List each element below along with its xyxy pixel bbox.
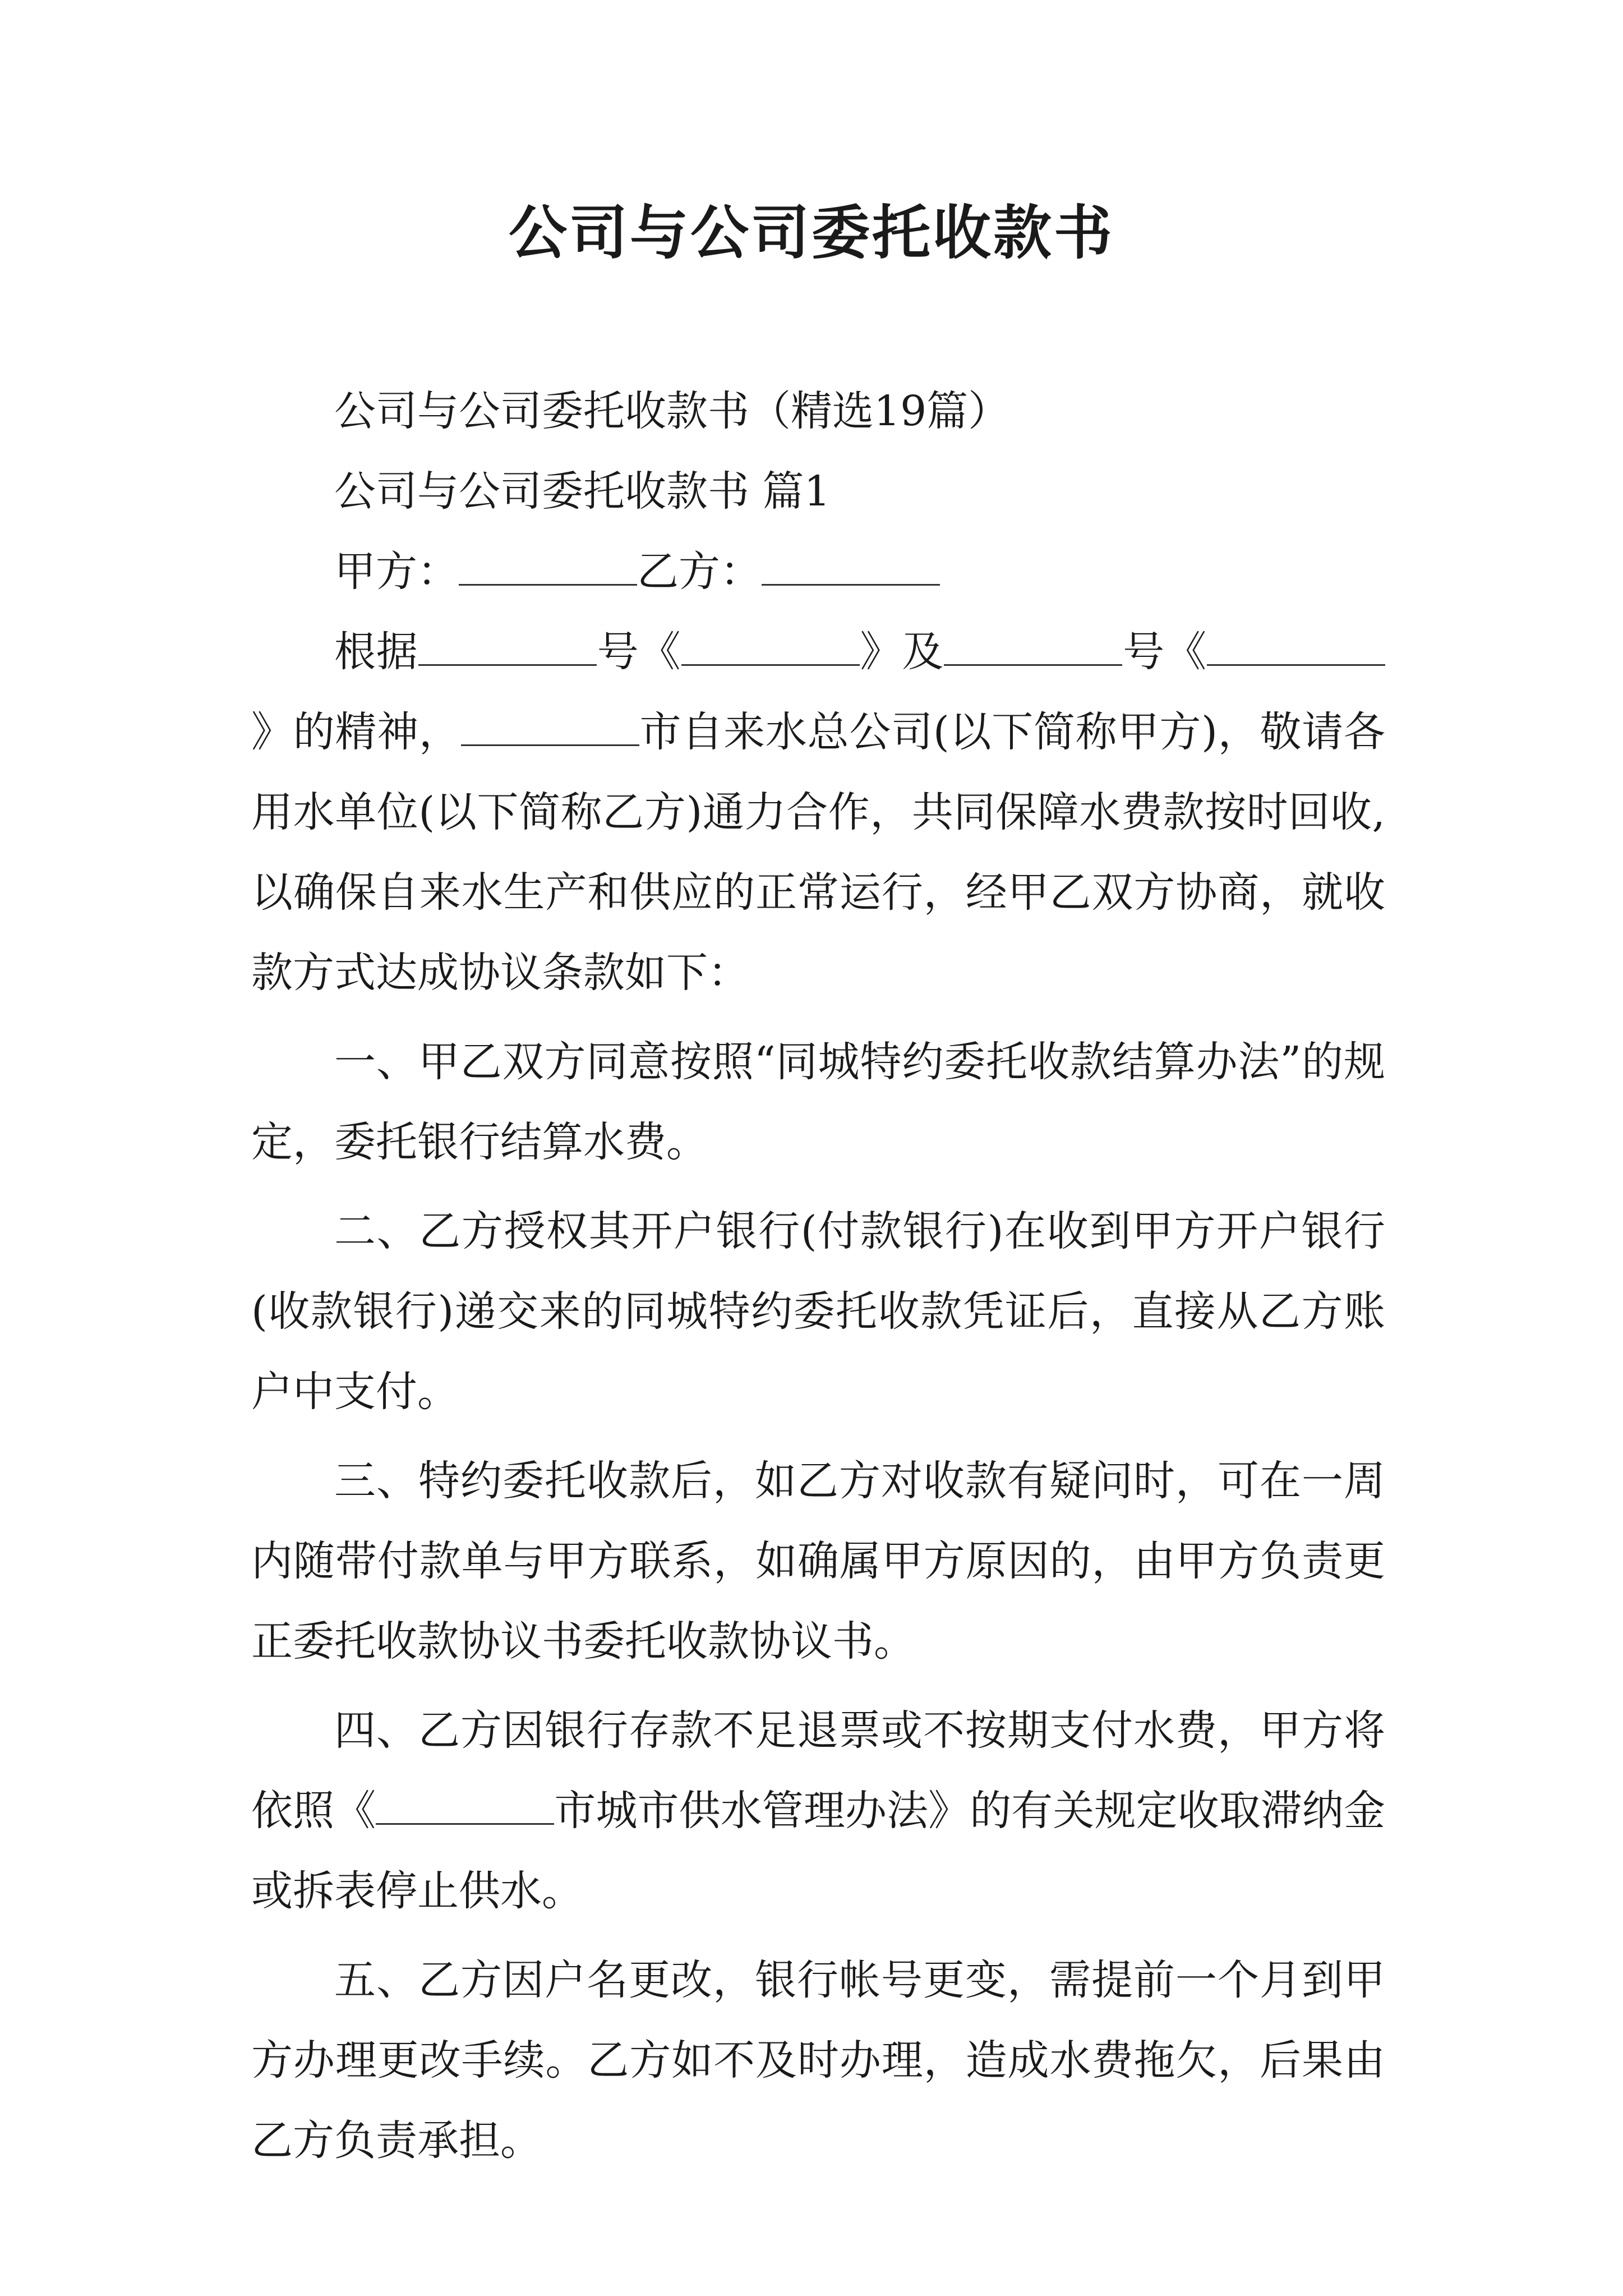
clause-1: 一、甲乙双方同意按照“同城特约委托收款结算办法”的规定，委托银行结算水费。 bbox=[251, 1038, 1385, 1166]
intro-part1: 根据 bbox=[334, 628, 418, 676]
document-subtitle: 公司与公司委托收款书（精选19篇） bbox=[334, 387, 1010, 435]
intro-part6: 市自来水总公司(以下简称甲方)，敬请各用水单位(以下简称乙方)通力合作，共同保障水费款按时回收,以确保自来水生产和供应的正常运行，经甲乙双方协商，就收款方式达成协议条款如下： bbox=[251, 708, 1385, 997]
party-a-label: 甲方： bbox=[334, 547, 459, 596]
intro-part2: 号《 bbox=[596, 628, 681, 676]
intro-part5: 》的精神， bbox=[251, 708, 461, 756]
party-a-blank bbox=[459, 549, 637, 586]
clause-3: 三、特约委托收款后，如乙方对收款有疑问时，可在一周内随带付款单与甲方联系，如确属甲方原因的，由甲方负责更正委托收款协议书委托收款协议书。 bbox=[251, 1457, 1385, 1665]
party-b-blank bbox=[762, 549, 940, 586]
party-b-label: 乙方： bbox=[637, 547, 762, 596]
intro-part4: 号《 bbox=[1122, 628, 1207, 676]
intro-part3: 》及 bbox=[859, 628, 944, 676]
city-blank-2 bbox=[376, 1788, 554, 1825]
doc-number-blank-2 bbox=[944, 629, 1122, 666]
clause-5: 五、乙方因户名更改，银行帐号更变，需提前一个月到甲方办理更改手续。乙方如不及时办理，造成水费拖欠，后果由乙方负责承担。 bbox=[251, 1956, 1385, 2165]
clause-2: 二、乙方授权其开户银行(付款银行)在收到甲方开户银行(收款银行)递交来的同城特约委托收款凭证后，直接从乙方账户中支付。 bbox=[251, 1207, 1385, 1416]
doc-number-blank-1 bbox=[418, 629, 597, 666]
clause-4 bbox=[251, 1691, 1385, 1931]
intro-paragraph bbox=[251, 612, 1385, 1013]
document-title: 公司与公司委托收款书 bbox=[508, 198, 1114, 267]
doc-name-blank-2 bbox=[1207, 629, 1385, 666]
clause-4-part2: 市城市供水管理办法》的有关规定收取滞纳金或拆表停止供水。 bbox=[251, 1787, 1386, 1915]
section-heading: 公司与公司委托收款书 篇1 bbox=[334, 467, 831, 516]
doc-name-blank-1 bbox=[681, 629, 860, 666]
clause-4-part1: 四、乙方因银行存款不足退票或不按期支付水费，甲方将依照《 bbox=[251, 1706, 1385, 1835]
document-body bbox=[251, 371, 1385, 2190]
city-blank bbox=[461, 710, 639, 746]
parties-line bbox=[251, 532, 1385, 612]
